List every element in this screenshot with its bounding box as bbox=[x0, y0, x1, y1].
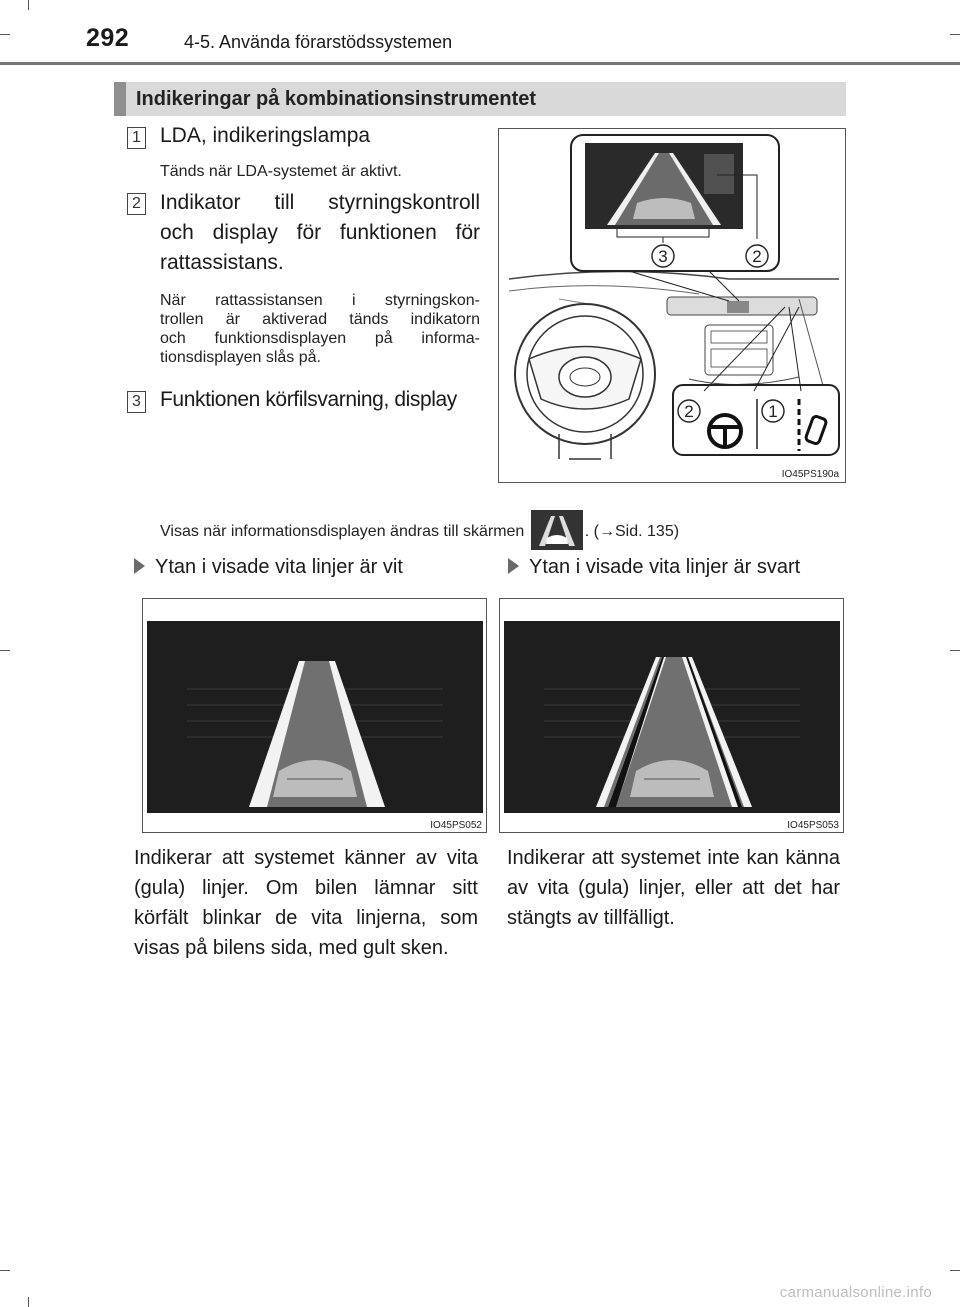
note-line bbox=[160, 512, 679, 552]
item-description-2-line-2: trollen är aktiverad tänds indikatorn bbox=[160, 311, 480, 328]
callout-2-top: 2 bbox=[752, 247, 762, 266]
item-number-1: 1 bbox=[127, 127, 146, 149]
callout-3: 3 bbox=[658, 247, 668, 266]
crop-mark bbox=[0, 650, 10, 651]
panel-description-black: Indikerar att systemet inte kan känna av vita (gula) linjer, eller att det har stängts av tillfälligt. bbox=[507, 847, 840, 929]
item-number-2: 2 bbox=[127, 193, 146, 215]
item-description-1: Tänds när LDA-systemet är aktivt. bbox=[160, 163, 402, 180]
crop-mark bbox=[950, 650, 960, 651]
item-description-2-line-4: tionsdisplayen slås på. bbox=[160, 349, 321, 366]
lane-display-white-figure bbox=[142, 598, 487, 833]
crop-mark bbox=[950, 1270, 960, 1271]
panel-heading-black-text: Ytan i visade vita linjer är svart bbox=[529, 556, 801, 578]
figure-code-main: IO45PS190a bbox=[781, 469, 839, 480]
panel-heading-white-text: Ytan i visade vita linjer är vit bbox=[155, 556, 403, 578]
panel-heading-white bbox=[134, 556, 403, 579]
item-title-2-line-2: och display för funktionen för bbox=[160, 221, 480, 244]
lane-display-black-figure bbox=[499, 598, 844, 833]
callout-1: 1 bbox=[768, 402, 778, 421]
figure-code-left: IO45PS052 bbox=[430, 820, 482, 831]
item-number-3: 3 bbox=[127, 391, 146, 413]
crop-mark bbox=[950, 34, 960, 35]
item-description-2-line-3: och funktionsdisplayen på informa- bbox=[160, 330, 480, 347]
item-description-2-line-1: När rattassistansen i styrningskon- bbox=[160, 292, 480, 309]
section-title: Indikeringar på kombinationsinstrumentet bbox=[136, 88, 537, 110]
lane-departure-screen-icon bbox=[531, 510, 583, 550]
callout-2-bottom: 2 bbox=[684, 402, 694, 421]
lane-display-white-screen bbox=[147, 621, 483, 813]
dashboard-drawing bbox=[499, 129, 845, 482]
page-number: 292 bbox=[86, 24, 130, 52]
item-title-2-line-3: rattassistans. bbox=[160, 251, 284, 274]
section-banner bbox=[114, 82, 846, 116]
dashboard-illustration bbox=[498, 128, 846, 483]
note-suffix: . (→Sid. 135) bbox=[584, 523, 680, 541]
bullet-triangle-icon bbox=[134, 558, 145, 574]
crop-mark bbox=[0, 34, 10, 35]
figure-code-right: IO45PS053 bbox=[787, 820, 839, 831]
header-rule bbox=[0, 62, 960, 65]
crop-mark bbox=[28, 1297, 29, 1307]
bullet-triangle-icon bbox=[508, 558, 519, 574]
lane-display-black-screen bbox=[504, 621, 840, 813]
watermark: carmanualsonline.info bbox=[779, 1284, 932, 1301]
crop-mark bbox=[28, 0, 29, 10]
item-title-1: LDA, indikeringslampa bbox=[160, 124, 371, 147]
chapter-title: 4-5. Använda förarstödssystemen bbox=[184, 32, 453, 52]
note-prefix: Visas när informationsdisplayen ändras till skärmen bbox=[160, 523, 525, 541]
item-title-2-line-1: Indikator till styrningskontroll bbox=[160, 191, 480, 214]
panel-heading-black bbox=[508, 556, 800, 579]
item-title-3: Funktionen körfilsvarning, display bbox=[160, 388, 457, 411]
panel-description-white: Indikerar att systemet känner av vita (gula) linjer. Om bilen lämnar sitt körfält blinkar de vita linjerna, som visas på bilens sida, med gult sken. bbox=[134, 847, 478, 959]
crop-mark bbox=[0, 1270, 10, 1271]
